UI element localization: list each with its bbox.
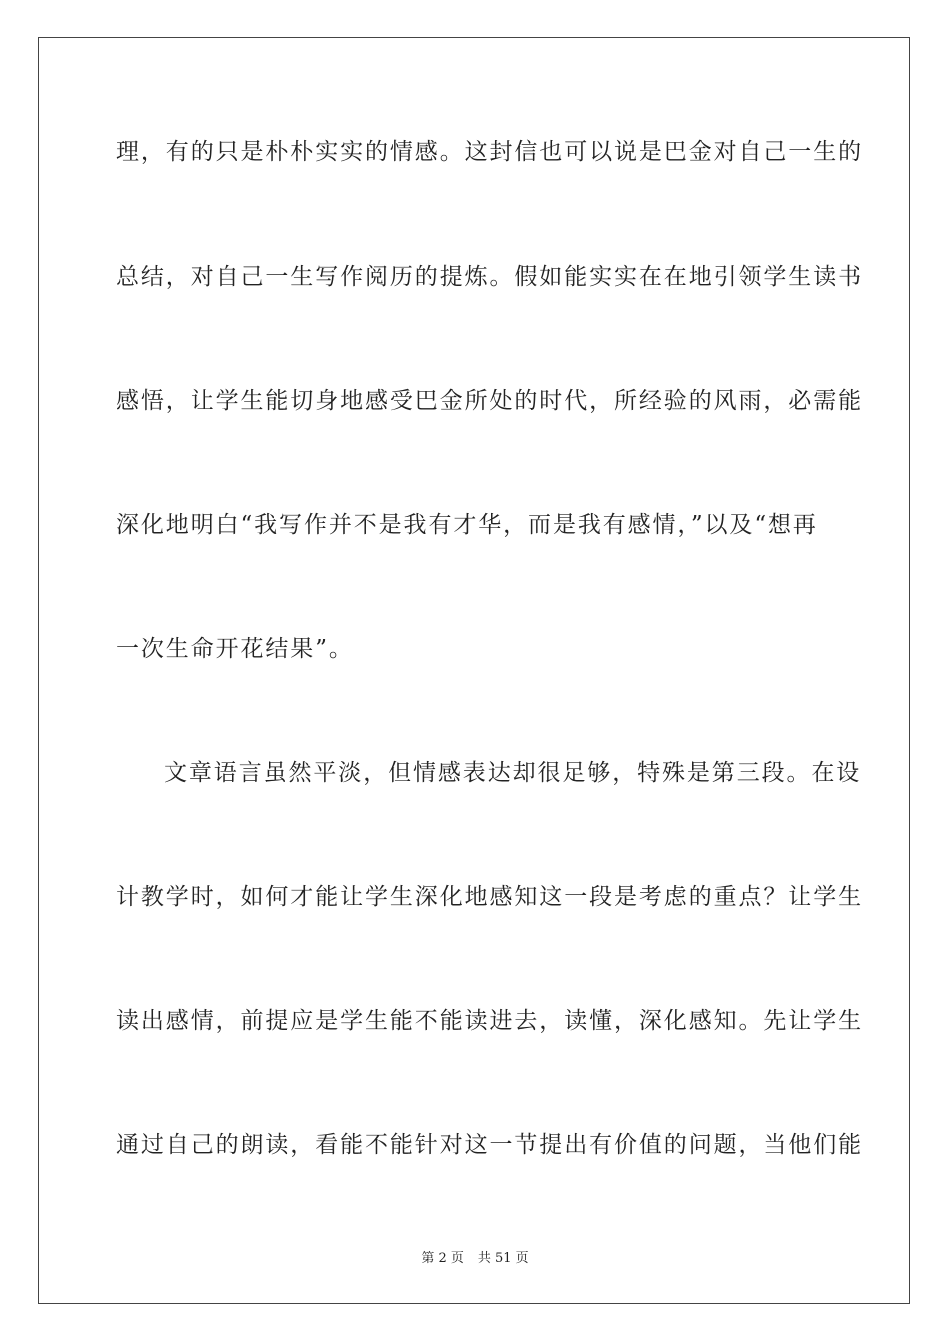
paragraph-line-7: 计教学时，如何才能让学生深化地感知这一段是考虑的重点？让学生	[116, 884, 863, 910]
paragraph-line-4: 深化地明白“我写作并不是我有才华，而是我有感情，”以及“想再	[116, 512, 818, 538]
paragraph-line-9: 通过自己的朗读，看能不能针对这一节提出有价值的问题，当他们能	[116, 1132, 863, 1158]
paragraph-line-8: 读出感情，前提应是学生能不能读进去，读懂，深化感知。先让学生	[116, 1008, 863, 1034]
paragraph-line-2: 总结，对自己一生写作阅历的提炼。假如能实实在在地引领学生读书	[116, 264, 863, 290]
paragraph-line-5: 一次生命开花结果”。	[116, 636, 354, 662]
paragraph-line-6: 文章语言虽然平淡，但情感表达却很足够，特殊是第三段。在设	[164, 760, 862, 786]
page-frame	[38, 37, 910, 1304]
page-footer	[0, 1247, 950, 1266]
paragraph-line-3: 感悟，让学生能切身地感受巴金所处的时代，所经验的风雨，必需能	[116, 388, 863, 414]
page-number: 第 2 页	[421, 1251, 464, 1266]
page-total: 共 51 页	[477, 1251, 529, 1266]
paragraph-line-1: 理，有的只是朴朴实实的情感。这封信也可以说是巴金对自己一生的	[116, 139, 863, 165]
